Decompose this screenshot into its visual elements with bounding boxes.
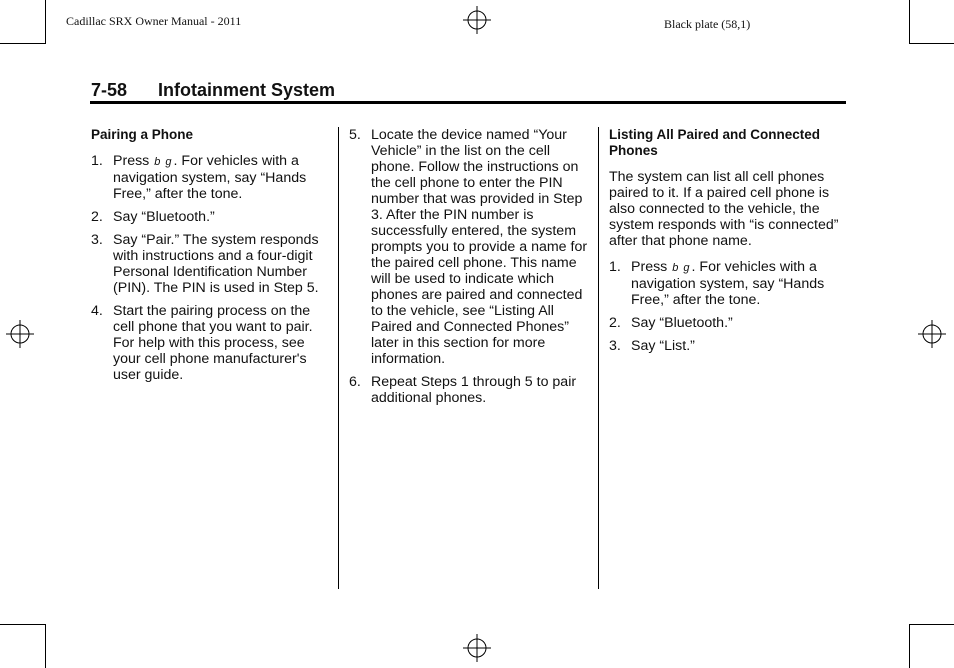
list-item xyxy=(609,259,849,308)
step-number: 4. xyxy=(91,303,103,319)
registration-mark-icon xyxy=(918,320,946,348)
list-item xyxy=(349,374,589,406)
step-text xyxy=(631,259,849,308)
step-number: 3. xyxy=(609,338,621,354)
section-title: Infotainment System xyxy=(158,80,336,100)
phone-voice-icon: b g xyxy=(154,156,173,168)
step-text-post: . For vehicles with a navigation system, say “Hands Free,” after the tone. xyxy=(631,259,825,308)
step-text: Say “Bluetooth.” xyxy=(631,315,733,331)
registration-mark-icon xyxy=(463,634,491,662)
list-item xyxy=(91,209,331,225)
step-number: 3. xyxy=(91,232,103,248)
page-number: 7-58 xyxy=(91,80,128,100)
column-divider xyxy=(338,127,339,589)
column-right xyxy=(609,127,849,361)
registration-mark-icon xyxy=(6,320,34,348)
step-number: 2. xyxy=(609,315,621,331)
list-item xyxy=(609,338,849,354)
subheading-pairing: Pairing a Phone xyxy=(91,127,194,142)
step-text: Locate the device named “Your Vehicle” in the list on the cell phone. Follow the instructions on the cell phone to enter the PIN number that was provided in Step 3. After the PIN number is successfully entered, the system prompts you to provide a name for the paired cell phone. This name will be used to indicate which phones are paired and connected to the vehicle, see “Listing All Paired and Connected Phones” later in this section for more information. xyxy=(371,127,588,367)
header-plate-info: Black plate (58,1) xyxy=(664,17,751,31)
column-left xyxy=(91,127,331,390)
step-text: Repeat Steps 1 through 5 to pair additional phones. xyxy=(371,374,577,406)
subheading-listing: Listing All Paired and Connected Phones xyxy=(609,127,821,158)
heading-rule xyxy=(90,101,846,104)
intro-paragraph: The system can list all cell phones paired to it. If a paired cell phone is also connected to the vehicle, the system responds with “is connected” after that phone name. xyxy=(609,169,839,249)
registration-mark-icon xyxy=(463,6,491,34)
step-text: Say “List.” xyxy=(631,338,695,354)
step-number: 6. xyxy=(349,374,361,390)
step-text xyxy=(113,153,331,202)
step-text: Start the pairing process on the cell phone that you want to pair. For help with this process, see your cell phone manufacturer's user guide. xyxy=(113,303,313,383)
crop-mark xyxy=(909,624,954,625)
crop-mark xyxy=(909,0,910,43)
step-text-post: . For vehicles with a navigation system, say “Hands Free,” after the tone. xyxy=(113,153,307,202)
header-manual-title: Cadillac SRX Owner Manual - 2011 xyxy=(66,14,242,28)
step-number: 2. xyxy=(91,209,103,225)
step-number: 5. xyxy=(349,127,361,143)
step-text: Say “Pair.” The system responds with instructions and a four-digit Personal Identification Number (PIN). The PIN is used in Step 5. xyxy=(113,232,319,296)
column-divider xyxy=(598,127,599,589)
crop-mark xyxy=(0,624,46,625)
step-number: 1. xyxy=(609,259,621,275)
list-item xyxy=(91,303,331,383)
crop-mark xyxy=(45,625,46,668)
list-item xyxy=(91,232,331,296)
list-item xyxy=(91,153,331,202)
list-item xyxy=(349,127,589,367)
column-middle xyxy=(349,127,589,413)
step-text-pre: Press xyxy=(631,259,668,275)
step-number: 1. xyxy=(91,153,103,169)
crop-mark xyxy=(909,625,910,668)
crop-mark xyxy=(909,43,954,44)
list-item xyxy=(609,315,849,331)
step-text-pre: Press xyxy=(113,153,150,169)
step-text: Say “Bluetooth.” xyxy=(113,209,215,225)
crop-mark xyxy=(0,43,46,44)
crop-mark xyxy=(45,0,46,43)
phone-voice-icon: b g xyxy=(672,262,691,274)
